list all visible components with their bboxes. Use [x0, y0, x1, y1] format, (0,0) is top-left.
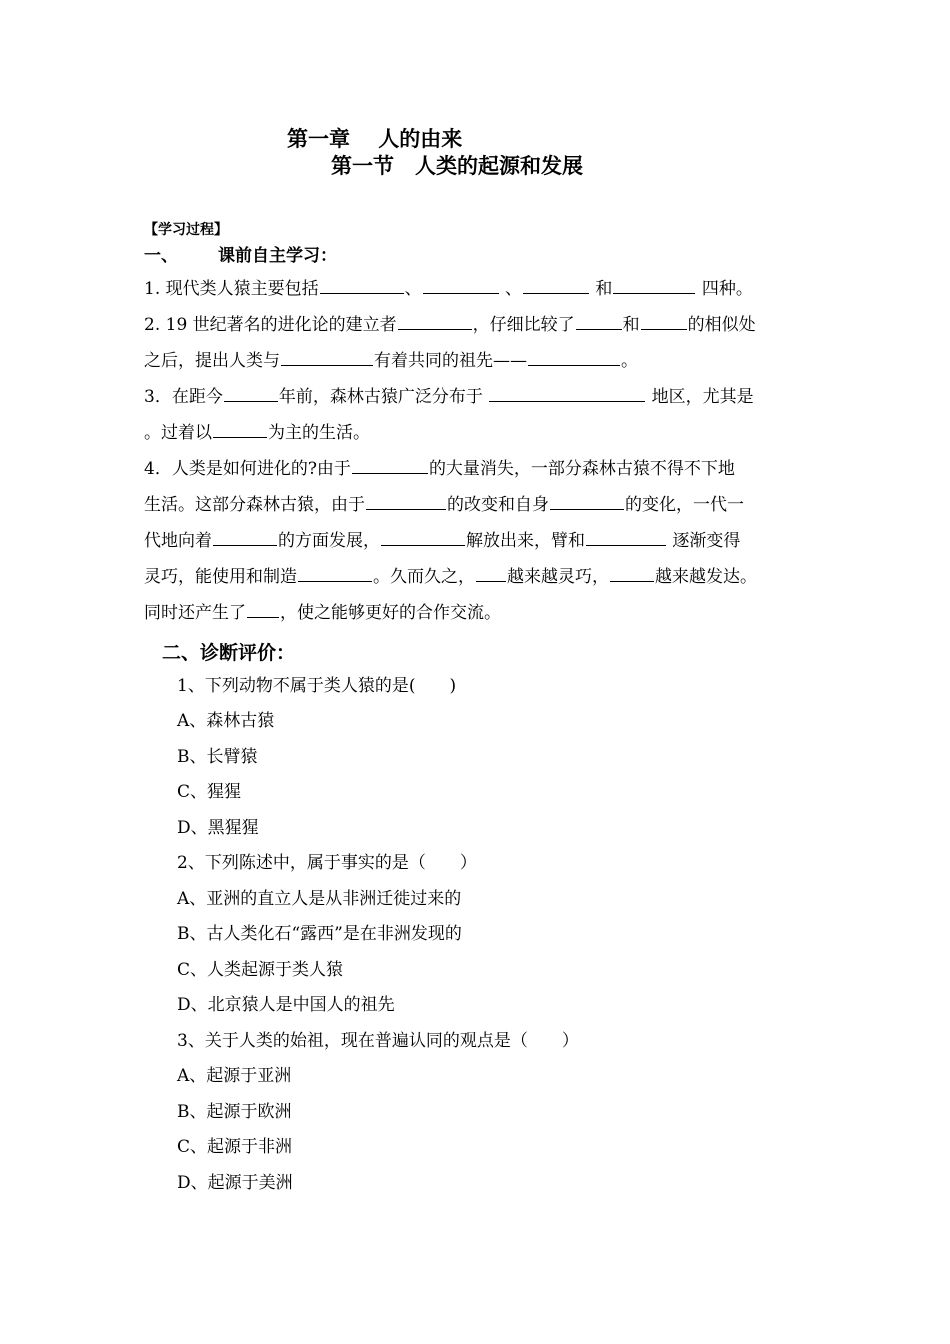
- question-2-option-b[interactable]: B、古人类化石“露西”是在非洲发现的: [177, 924, 462, 944]
- line-text: 1. 现代类人猿主要包括: [144, 279, 319, 299]
- line-text: ，仔细比较了: [472, 315, 575, 335]
- line-text: 为主的生活。: [268, 423, 370, 443]
- line-text: 代地向着: [144, 531, 212, 551]
- question-3-option-c[interactable]: C、起源于非洲: [177, 1137, 293, 1157]
- blank-field[interactable]: [586, 528, 666, 546]
- chapter-title: 第一章 人的由来: [287, 126, 463, 151]
- fill-line-9: [144, 564, 757, 589]
- line-text: 2. 19 世纪著名的进化论的建立者: [144, 315, 397, 335]
- question-2-stem: 2、下列陈述中，属于事实的是（ ）: [177, 853, 477, 873]
- section-title: 第一节 人类的起源和发展: [331, 153, 583, 178]
- line-text: 。久而久之，: [373, 567, 475, 587]
- blank-field[interactable]: [213, 420, 267, 438]
- blank-field[interactable]: [476, 564, 506, 582]
- blank-field[interactable]: [523, 276, 589, 294]
- line-text: 地区，尤其是: [646, 387, 754, 407]
- blank-field[interactable]: [281, 348, 373, 366]
- line-text: 年前，森林古猿广泛分布于: [278, 387, 489, 407]
- question-3-stem: 3、关于人类的始祖，现在普遍认同的观点是（ ）: [177, 1031, 579, 1051]
- blank-field[interactable]: [528, 348, 620, 366]
- blank-field[interactable]: [381, 528, 465, 546]
- question-3-option-b[interactable]: B、起源于欧洲: [177, 1102, 292, 1122]
- fill-line-8: [144, 528, 740, 553]
- blank-field[interactable]: [320, 276, 404, 294]
- question-2-option-a[interactable]: A、亚洲的直立人是从非洲迁徙过来的: [177, 889, 462, 909]
- line-text: 有着共同的祖先——: [374, 351, 527, 371]
- fill-line-4: [144, 384, 754, 409]
- blank-field[interactable]: [298, 564, 372, 582]
- blank-field[interactable]: [366, 492, 446, 510]
- line-text: ，使之能够更好的合作交流。: [280, 603, 501, 623]
- line-text: 越来越灵巧，: [507, 567, 609, 587]
- line-text: 4．人类是如何进化的?由于: [144, 459, 351, 479]
- blank-field[interactable]: [489, 384, 645, 402]
- question-3-option-a[interactable]: A、起源于亚洲: [177, 1066, 292, 1086]
- learning-process-label: 【学习过程】: [144, 222, 228, 238]
- blank-field[interactable]: [576, 312, 622, 330]
- line-text: 。: [621, 351, 638, 371]
- line-text: 的大量消失，一部分森林古猿不得不下地: [428, 459, 735, 479]
- question-1-option-a[interactable]: A、森林古猿: [177, 711, 275, 731]
- blank-field[interactable]: [550, 492, 624, 510]
- blank-field[interactable]: [247, 600, 279, 618]
- fill-line-1: [144, 276, 753, 301]
- question-2-option-c[interactable]: C、人类起源于类人猿: [177, 960, 344, 980]
- line-text: 。过着以: [144, 423, 212, 443]
- line-text: 同时还产生了: [144, 603, 246, 623]
- question-1-stem: 1、下列动物不属于类人猿的是( ): [177, 676, 457, 696]
- blank-field[interactable]: [224, 384, 278, 402]
- line-text: 之后，提出人类与: [144, 351, 280, 371]
- fill-line-3: [144, 348, 638, 373]
- blank-field[interactable]: [613, 276, 695, 294]
- line-text: 和: [622, 315, 640, 335]
- line-text: 、: [404, 279, 422, 299]
- fill-line-10: [144, 600, 501, 625]
- fill-line-6: [144, 456, 735, 481]
- fill-line-7: [144, 492, 744, 517]
- blank-field[interactable]: [398, 312, 472, 330]
- part2-heading: 二、诊断评价：: [162, 642, 296, 664]
- line-text: 解放出来，臂和: [466, 531, 585, 551]
- line-text: 和: [590, 279, 613, 299]
- line-text: 逐渐变得: [667, 531, 741, 551]
- fill-line-5: [144, 420, 370, 445]
- line-text: 灵巧，能使用和制造: [144, 567, 297, 587]
- line-text: 的变化，一代一: [625, 495, 744, 515]
- line-text: 、: [499, 279, 523, 299]
- question-3-option-d[interactable]: D、起源于美洲: [177, 1173, 293, 1193]
- blank-field[interactable]: [352, 456, 428, 474]
- fill-line-2: [144, 312, 756, 337]
- part1-heading: [144, 241, 337, 266]
- line-text: 四种。: [696, 279, 753, 299]
- line-text: 的方面发展，: [278, 531, 380, 551]
- line-text: 3．在距今: [144, 387, 223, 407]
- question-1-option-d[interactable]: D、黑猩猩: [177, 818, 259, 838]
- blank-field[interactable]: [213, 528, 277, 546]
- question-2-option-d[interactable]: D、北京猿人是中国人的祖先: [177, 995, 395, 1015]
- line-text: 生活。这部分森林古猿，由于: [144, 495, 365, 515]
- blank-field[interactable]: [423, 276, 499, 294]
- blank-field[interactable]: [610, 564, 654, 582]
- question-1-option-b[interactable]: B、长臂猿: [177, 747, 258, 767]
- line-text: 越来越发达。: [655, 567, 757, 587]
- part1-title: 课前自主学习：: [218, 246, 337, 266]
- line-text: 的相似处: [687, 315, 756, 335]
- line-text: 的改变和自身: [447, 495, 549, 515]
- question-1-option-c[interactable]: C、猩猩: [177, 782, 242, 802]
- part1-number: 一、: [144, 246, 178, 266]
- blank-field[interactable]: [641, 312, 687, 330]
